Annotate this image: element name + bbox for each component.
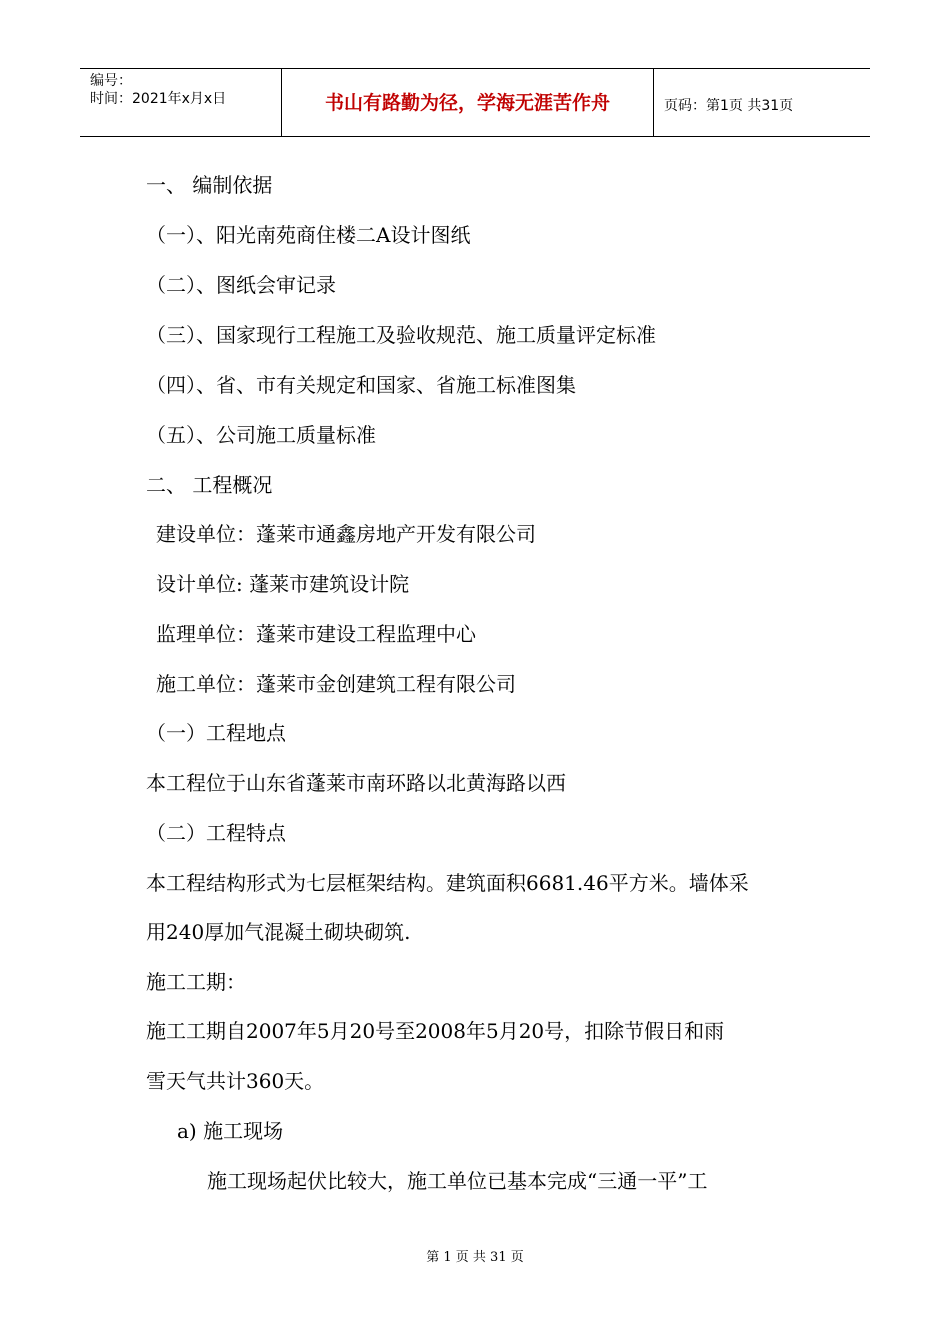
basis-item: （四）、省、市有关规定和国家、省施工标准图集 <box>146 373 576 397</box>
basis-item: （一）、阳光南苑商住楼二A设计图纸 <box>146 223 471 247</box>
paragraph-line: 用240厚加气混凝土砌块砌筑. <box>146 920 411 944</box>
unit-line: 建设单位：蓬莱市通鑫房地产开发有限公司 <box>156 522 536 546</box>
basis-item: （五）、公司施工质量标准 <box>146 423 376 447</box>
section-heading: 一、 编制依据 <box>146 173 273 197</box>
page-footer: 第 1 页 共 31 页 <box>426 1250 524 1265</box>
basis-item: （二）、图纸会审记录 <box>146 273 336 297</box>
header-left-cell <box>80 69 281 136</box>
subsection-heading: （一）工程地点 <box>146 721 286 745</box>
subsection-heading: （二）工程特点 <box>146 821 286 845</box>
paragraph-line: 本工程位于山东省蓬莱市南环路以北黄海路以西 <box>146 771 566 795</box>
paragraph-line: 施工现场起伏比较大，施工单位已基本完成“三通一平”工 <box>207 1169 708 1193</box>
unit-line: 监理单位：蓬莱市建设工程监理中心 <box>156 622 476 646</box>
unit-line: 设计单位: 蓬莱市建筑设计院 <box>156 572 410 596</box>
paragraph-line: 雪天气共计360天。 <box>146 1069 325 1093</box>
paragraph-line: 施工工期自2007年5月20号至2008年5月20号，扣除节假日和雨 <box>146 1019 725 1043</box>
paragraph-line: 施工工期： <box>146 970 246 994</box>
doc-time-label: 时间：2021年x月x日 <box>90 91 227 107</box>
page-header <box>80 68 870 137</box>
header-page-cell <box>654 69 870 136</box>
list-item-heading: a) 施工现场 <box>177 1119 284 1143</box>
basis-item: （三）、国家现行工程施工及验收规范、施工质量评定标准 <box>146 323 656 347</box>
header-motto-cell <box>281 69 654 136</box>
header-motto: 书山有路勤为径，学海无涯苦作舟 <box>324 92 610 114</box>
unit-line: 施工单位：蓬莱市金创建筑工程有限公司 <box>156 672 516 696</box>
header-page-info: 页码：第1页 共31页 <box>664 98 794 114</box>
paragraph-line: 本工程结构形式为七层框架结构。建筑面积6681.46平方米。墙体采 <box>146 871 749 895</box>
section-heading: 二、 工程概况 <box>146 473 273 497</box>
doc-number-label: 编号： <box>90 73 132 89</box>
